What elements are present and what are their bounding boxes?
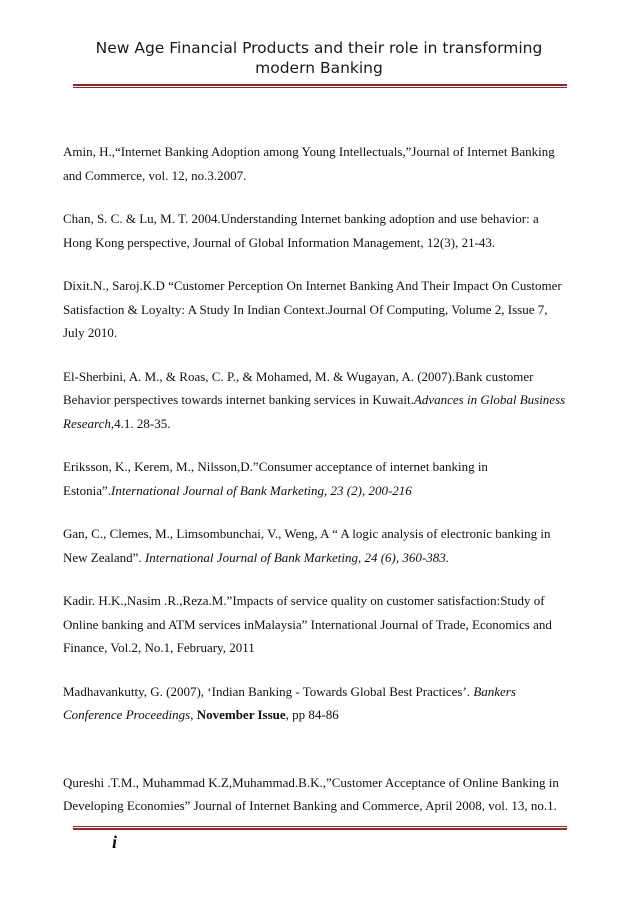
reference-item [63,365,567,436]
reference-text: Gan, C., Clemes, M., Limsombunchai, V., Weng, A “ A logic analysis of electronic banking in New Zealand”. [63,526,551,565]
reference-item [63,771,567,818]
reference-journal: International Journal of Bank Marketing, 23 (2), 200-216 [111,482,412,498]
reference-item [63,680,567,727]
reference-text: ,4.1. 28-35. [110,415,171,431]
reference-item [63,522,567,569]
reference-text: El-Sherbini, A. M., & Roas, C. P., & Mohamed, M. & Wugayan, A. (2007).Bank customer Behavior perspectives towards internet banking services in Kuwait. [63,368,534,407]
reference-journal: International Journal of Bank Marketing, 24 (6), 360-383. [144,549,449,565]
footer-rule [73,828,567,830]
reference-item [63,455,567,502]
reference-item [63,274,567,345]
reference-list [63,140,567,838]
page-number: i [112,832,118,852]
footer-rule-thin [73,826,567,827]
header-title-line-2: modern Banking [255,59,383,77]
reference-item [63,140,567,187]
reference-text: Dixit.N., Saroj.K.D “Customer Perception On Internet Banking And Their Impact On Customer Satisfaction & Loyalty: A Study In Indian Context.Journal Of Computing, Volume 2, Issue 7, July 2010. [63,278,562,340]
running-header [60,38,578,78]
reference-journal: Bankers Conference Proceedings, [63,683,516,722]
header-title-line-1: New Age Financial Products and their role in transforming [95,39,543,57]
reference-issue: November Issue [196,707,286,722]
reference-item [63,589,567,660]
header-rule [73,84,567,86]
reference-item [63,207,567,254]
reference-journal: Advances in Global Business Research [63,392,566,431]
reference-text: , pp 84-86 [285,707,339,722]
reference-text: Amin, H.,“Internet Banking Adoption among Young Intellectuals,”Journal of Internet Banking and Commerce, vol. 12, no.3.2007. [63,144,555,183]
reference-text: Kadir. H.K.,Nasim .R.,Reza.M.”Impacts of service quality on customer satisfaction:Study of Online banking and ATM services inMalaysia” International Journal of Trade, Economics and Finance, Vol.2, No.1, February, 2011 [63,593,552,655]
header-rule-thin [73,87,567,88]
reference-text: Chan, S. C. & Lu, M. T. 2004.Understanding Internet banking adoption and use behavior: a Hong Kong perspective, Journal of Global Information Management, 12(3), 21-43. [63,211,539,250]
reference-text: Qureshi .T.M., Muhammad K.Z,Muhammad.B.K.,”Customer Acceptance of Online Banking in Developing Economies” Journal of Internet Banking and Commerce, April 2008, vol. 13, no.1. [63,774,559,813]
reference-text: Madhavankutty, G. (2007), ‘Indian Banking - Towards Global Best Practices’. [63,683,474,699]
reference-text: Eriksson, K., Kerem, M., Nilsson,D.”Consumer acceptance of internet banking in Estonia”. [63,459,488,498]
